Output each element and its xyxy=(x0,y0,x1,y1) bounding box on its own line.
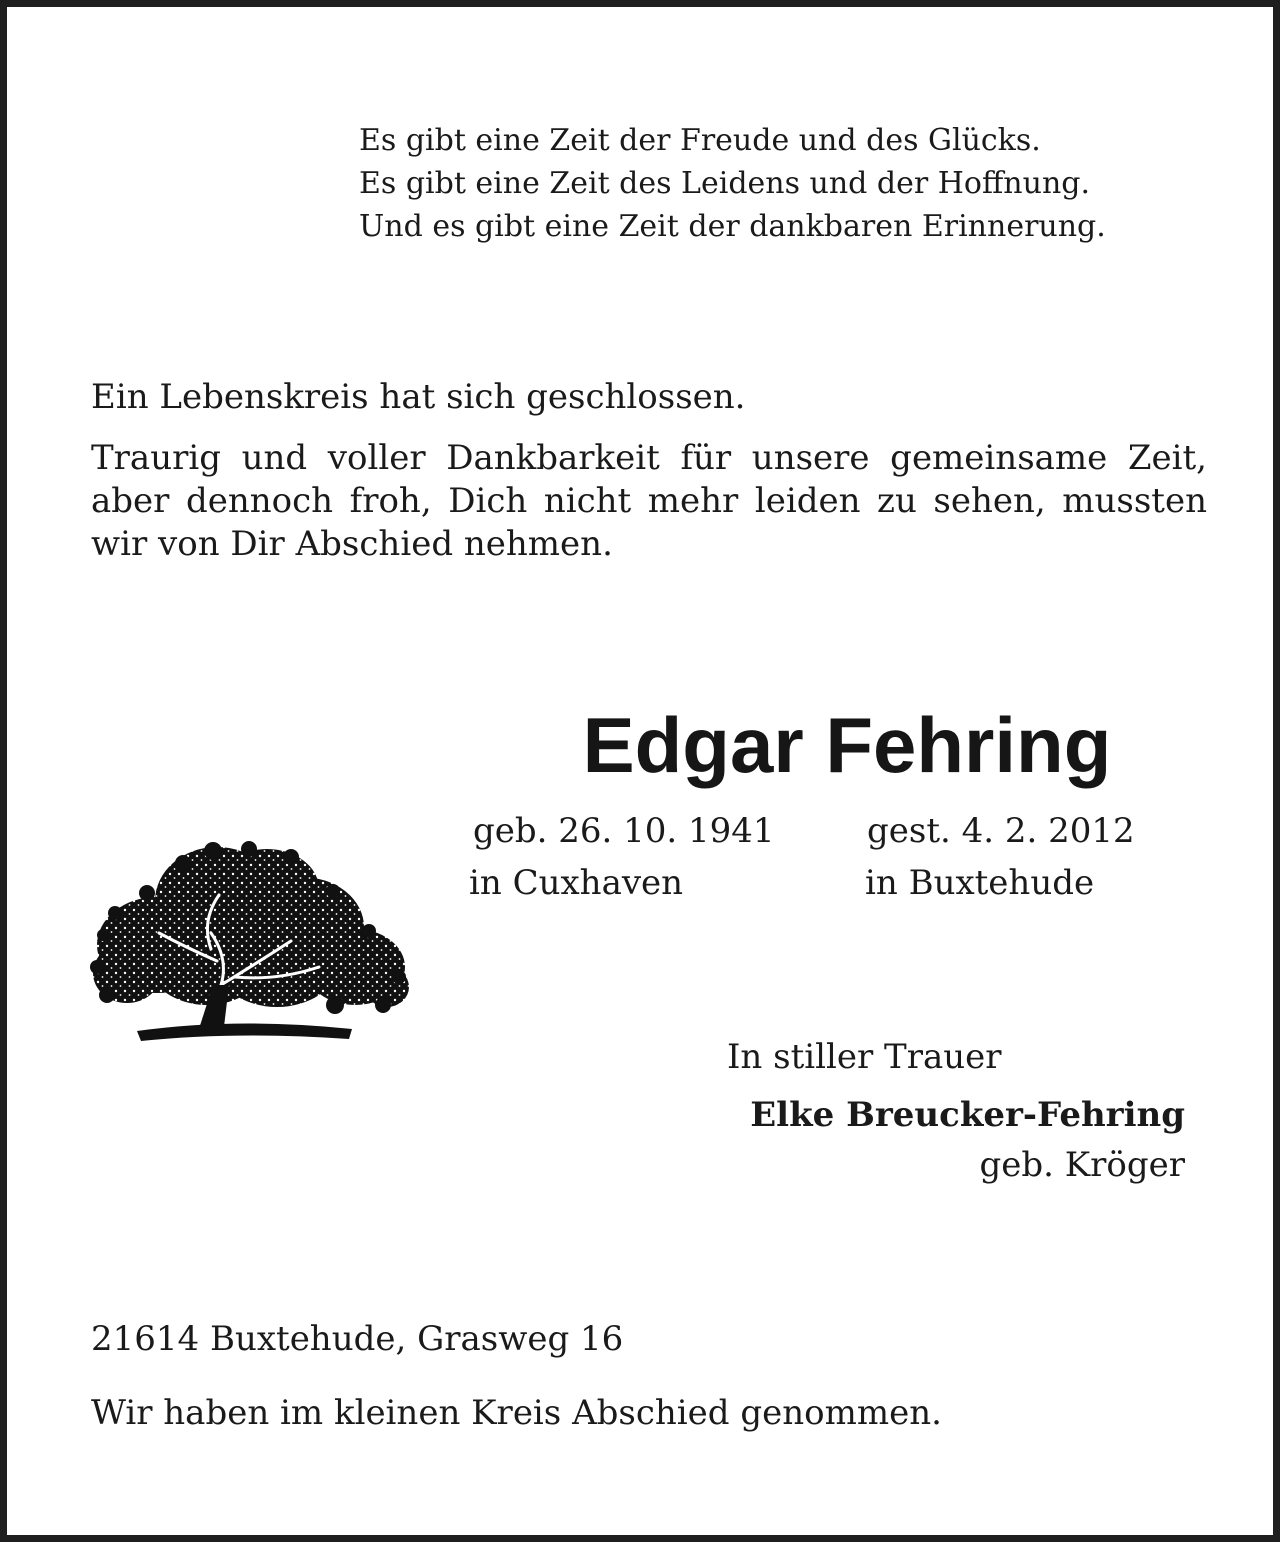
intro-text: Ein Lebenskreis hat sich geschlossen. xyxy=(91,377,746,417)
death-date: gest. 4. 2. 2012 xyxy=(867,811,1135,851)
tree-icon xyxy=(87,835,409,1047)
birth-date: geb. 26. 10. 1941 xyxy=(473,811,775,851)
mourner-name: Elke Breucker-Fehring xyxy=(750,1095,1185,1135)
deceased-name: Edgar Fehring xyxy=(582,701,1112,789)
closing-text: Wir haben im kleinen Kreis Abschied genommen. xyxy=(91,1393,942,1433)
birth-place: in Cuxhaven xyxy=(469,863,684,903)
poem-line: Es gibt eine Zeit der Freude und des Glücks. xyxy=(359,123,1041,158)
address: 21614 Buxtehude, Grasweg 16 xyxy=(91,1319,624,1359)
mourning-heading: In stiller Trauer xyxy=(727,1037,1002,1077)
poem-line: Es gibt eine Zeit des Leidens und der Hoffnung. xyxy=(359,166,1091,201)
tribute-text: Traurig und voller Dankbarkeit für unsere gemeinsame Zeit, aber dennoch froh, Dich nicht mehr leiden zu sehen, mussten wir von Dir Abschied nehmen. xyxy=(91,438,1207,564)
poem xyxy=(359,119,1239,248)
death-place: in Buxtehude xyxy=(865,863,1095,903)
mourner-maiden-name: geb. Kröger xyxy=(979,1145,1185,1185)
poem-line: Und es gibt eine Zeit der dankbaren Erinnerung. xyxy=(359,209,1106,244)
